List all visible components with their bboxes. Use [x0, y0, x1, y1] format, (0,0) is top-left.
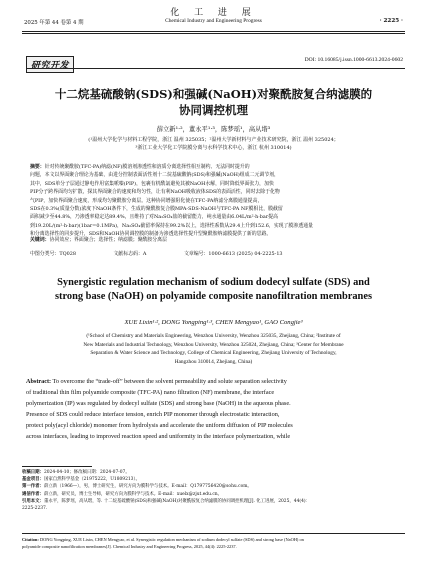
affiliation-cn-line-1: (¹温州大学化学与材料工程学院，浙江 温州 325035；²温州大学新材料与产业技术研究院，浙江 温州 325024；: [88, 137, 339, 143]
affiliation-en-line-1: (¹School of Chemistry and Materials Engineering, Wenzhou University, Wenzhou 325035, Zhejiang, China; ²Institute of: [86, 333, 341, 339]
abstract-cn-line: 问题，本文以界面聚合理论为基础，由进分控制表面活性剂十二烷基硫酸钠(SDS)和强碱(NaOH)组成二元调节剂，: [30, 172, 279, 179]
keywords-cn-label: 关键词：: [30, 237, 50, 243]
running-header: [0, 0, 427, 42]
footnote-text: 2225-2237.: [22, 506, 48, 512]
classification-line: [30, 250, 397, 257]
issue-info: 2025 年第 44 卷第 4 期: [24, 20, 84, 26]
clc-number: 中图分类号：TQ028: [30, 251, 76, 257]
authors-cn: 薛立新¹·²，董永平¹·³，陈梦瑶¹，高从堦³: [156, 126, 271, 133]
abstract-cn-line: 针对传统聚酰胺(TFC-PA)纳滤(NF)膜溶剂渗透性和溶质分离选择性相互制约、无法同时提升的: [44, 164, 250, 170]
section-badge: 研究开发: [26, 56, 74, 73]
abstract-en-line-2: of traditional thin film polyamide composite (TFC-PA) nano filtration (NF) membrane, the interface: [26, 388, 275, 396]
abstract-cn-line: PIP分子跨界面均匀扩散，探其界面聚合的速度和均匀性，让有利NaOH吸收液体SDS的表面活性，同时去除于化物: [30, 189, 280, 196]
doi[interactable]: DOI: 10.16085/j.issn.1000-6613.2024-0602: [304, 57, 403, 63]
title-en: [22, 276, 405, 303]
citation-rule: [22, 533, 405, 534]
citation-en-label: Citation:: [22, 537, 39, 542]
abstract-en-line-3: polymerization (IP) was regulated by dodecyl sulfate (SDS) and strong base (NaOH) in the aqueous phase.: [26, 399, 291, 407]
footnotes: [22, 469, 405, 512]
abstract-en: [26, 377, 401, 442]
footnote-label: 引用本文：: [22, 498, 44, 504]
footnote-first-author: [22, 483, 405, 490]
citation-en-line-1: DONG Yongping, XUE Lixin, CHEN Mengyao, et al. Synergistic regulation mechanism of sodium dodecyl sulfate (SDS) and strong base (NaOH) on: [38, 537, 304, 542]
affiliations-en: [26, 332, 401, 366]
issue-line: [0, 18, 427, 32]
footnote-corresponding-author: [22, 491, 405, 498]
abstract-cn-label: 摘要：: [30, 164, 45, 170]
title-en-line-1: Synergistic regulation mechanism of sodium dodecyl sulfate (SDS) and: [57, 277, 370, 288]
abstract-cn-line: 和分离选择性的同步提升，SDS和NaOH协同调控膜的制备为渗透选择性提升型聚酰胺纳滤膜提供了新的思路。: [30, 231, 272, 238]
keywords-cn: [30, 236, 397, 243]
abstract-en-line-6: across interfaces, leading to improved reaction speed and uniformity in the interface polymerization, while: [26, 432, 291, 440]
footnote-funding: [22, 476, 405, 483]
authors-en: XUE Lixin¹·², DONG Yongping¹·³, CHEN Mengyao¹, GAO Congjie³: [124, 319, 303, 326]
footnote-label: 通信作者：: [22, 491, 44, 497]
title-cn-line-2: 协同调控机理: [179, 103, 248, 117]
citation-en-line-2: polyamide composite nanofiltration membranes[J]. Chemical Industry and Engineering Progress, 2025, 44(4): 2225-2237.: [22, 544, 237, 550]
title-en-line-2: strong base (NaOH) on polyamide composite nanofiltration membranes: [54, 290, 372, 302]
document-code: 文献标志码：A: [113, 251, 147, 257]
abstract-cn-line: 面积减少至44.8%，乃渗透率稳定达89.4%，且维持了对Na₂SO₄盐的截留能力，纯水通量由6.04L/m²·h·bar提高: [30, 214, 278, 221]
citation-en: [22, 536, 405, 550]
abstract-cn: [30, 163, 397, 239]
footnote-cite-cn-pages: [22, 505, 405, 512]
title-cn: [30, 86, 397, 118]
abstract-en-line-1: To overcome the “trade-off” between the solvent permeability and solute separation selectivity: [51, 378, 287, 385]
footnote-text: 薛立新，研究员，博士生导师，研究方向为膜科学与技术。E-mail：xuelx@zjut.edu.cn。: [43, 491, 223, 497]
footnote-rule: [22, 466, 92, 467]
abstract-en-line-4: Presence of SDS could reduce interface tension, enrich PIP monomer through electrostatic interaction,: [26, 410, 280, 418]
affiliations-cn: [52, 136, 375, 152]
footnote-received: [22, 469, 405, 476]
article-number: 文章编号：1000-6613 (2025) 04-2225-13: [183, 251, 283, 257]
journal-name-cn: 化 工 进 展: [170, 8, 257, 18]
abstract-cn-line: 气PIP，加快界面聚合速度，形成均匀聚酰胺分离层。这种协同增强阻化使在TFC-PA纳滤分离膜通量提高，: [30, 197, 263, 204]
footnote-text: 薛立新（1966—），男，博士研究生，研究方向为膜科学与技术。E-mail：Q1797756420@sohu.com。: [43, 484, 252, 490]
footnote-cite-cn: [22, 498, 405, 505]
footnote-text: 董永平，陈梦瑶，高从堦，等. 十二烷基硫酸钠(SDS)和强碱(NaOH)对聚酰胺复合纳滤膜的协同调控机理[J]. 化工进展，2025，44(4)：: [43, 498, 310, 504]
keywords-cn-text: 协同效应；界面聚合；选择性；纳滤膜；聚酰胺分离层: [49, 237, 167, 243]
footnote-label: 收稿日期：: [22, 470, 44, 475]
section-rule: [26, 68, 405, 69]
affiliation-cn-line-2: ³浙江工业大学化工学院膜分离与水科学技术中心，浙江 杭州 310014): [135, 145, 292, 151]
affiliation-en-line-4: Hangzhou 310014, Zhejiang, China): [174, 358, 253, 365]
affiliation-en-line-2: New Materials and Industrial Technology, Wenzhou University, Wenzhou 325024, Zhejiang, China; ³Center for Membrane: [83, 341, 344, 348]
abstract-cn-line: SDS在0.3%(质量分数)浓度下NaOH条件下，生成的聚酰胺复合膜MPA-SDS-NaOH与TFC-PA NF膜相比，膜截留: [30, 206, 283, 213]
abstract-en-line-5: protect poly(acyl chloride) monomer from hydrolysis and accelerate the uniform diffusion of PIP molecules: [26, 421, 293, 429]
page-number: · 2225 ·: [379, 18, 403, 24]
footnote-label: 第一作者：: [22, 484, 44, 490]
title-cn-line-1: 十二烷基硫酸钠(SDS)和强碱(NaOH)对聚酰胺复合纳滤膜的: [54, 87, 373, 101]
footnote-text: 2024-04-10；修改稿日期：2024-07-07。: [43, 470, 130, 475]
footnote-label: 基金项目：: [22, 477, 44, 483]
journal-name-en: Chemical Industry and Engineering Progress: [165, 18, 262, 24]
abstract-en-label: Abstract:: [26, 378, 52, 385]
footnote-text: 国家自然科学基金（21975222，U1809213）。: [43, 477, 141, 483]
affiliation-en-line-3: Separation & Water Science and Technology, College of Chemical Engineering, Zhejiang University of Technology,: [90, 350, 337, 356]
header-rule: [22, 31, 405, 32]
abstract-cn-line: 其中，SDS单分子层通过静电作用富集哌嗪(PIP)，包裹有机酰氯避免其被NaOH水解，同时降低界面张力，加快: [30, 180, 274, 187]
abstract-cn-line: 到19.20L/(m²·h·bar)(1bar=0.1MPa)，Na₂SO₄截留率保持在99.2%以上，选择性系数从29.4上升到152.6，实现了膜渗透通量: [30, 222, 313, 229]
header-rule-thin: [22, 33, 405, 34]
